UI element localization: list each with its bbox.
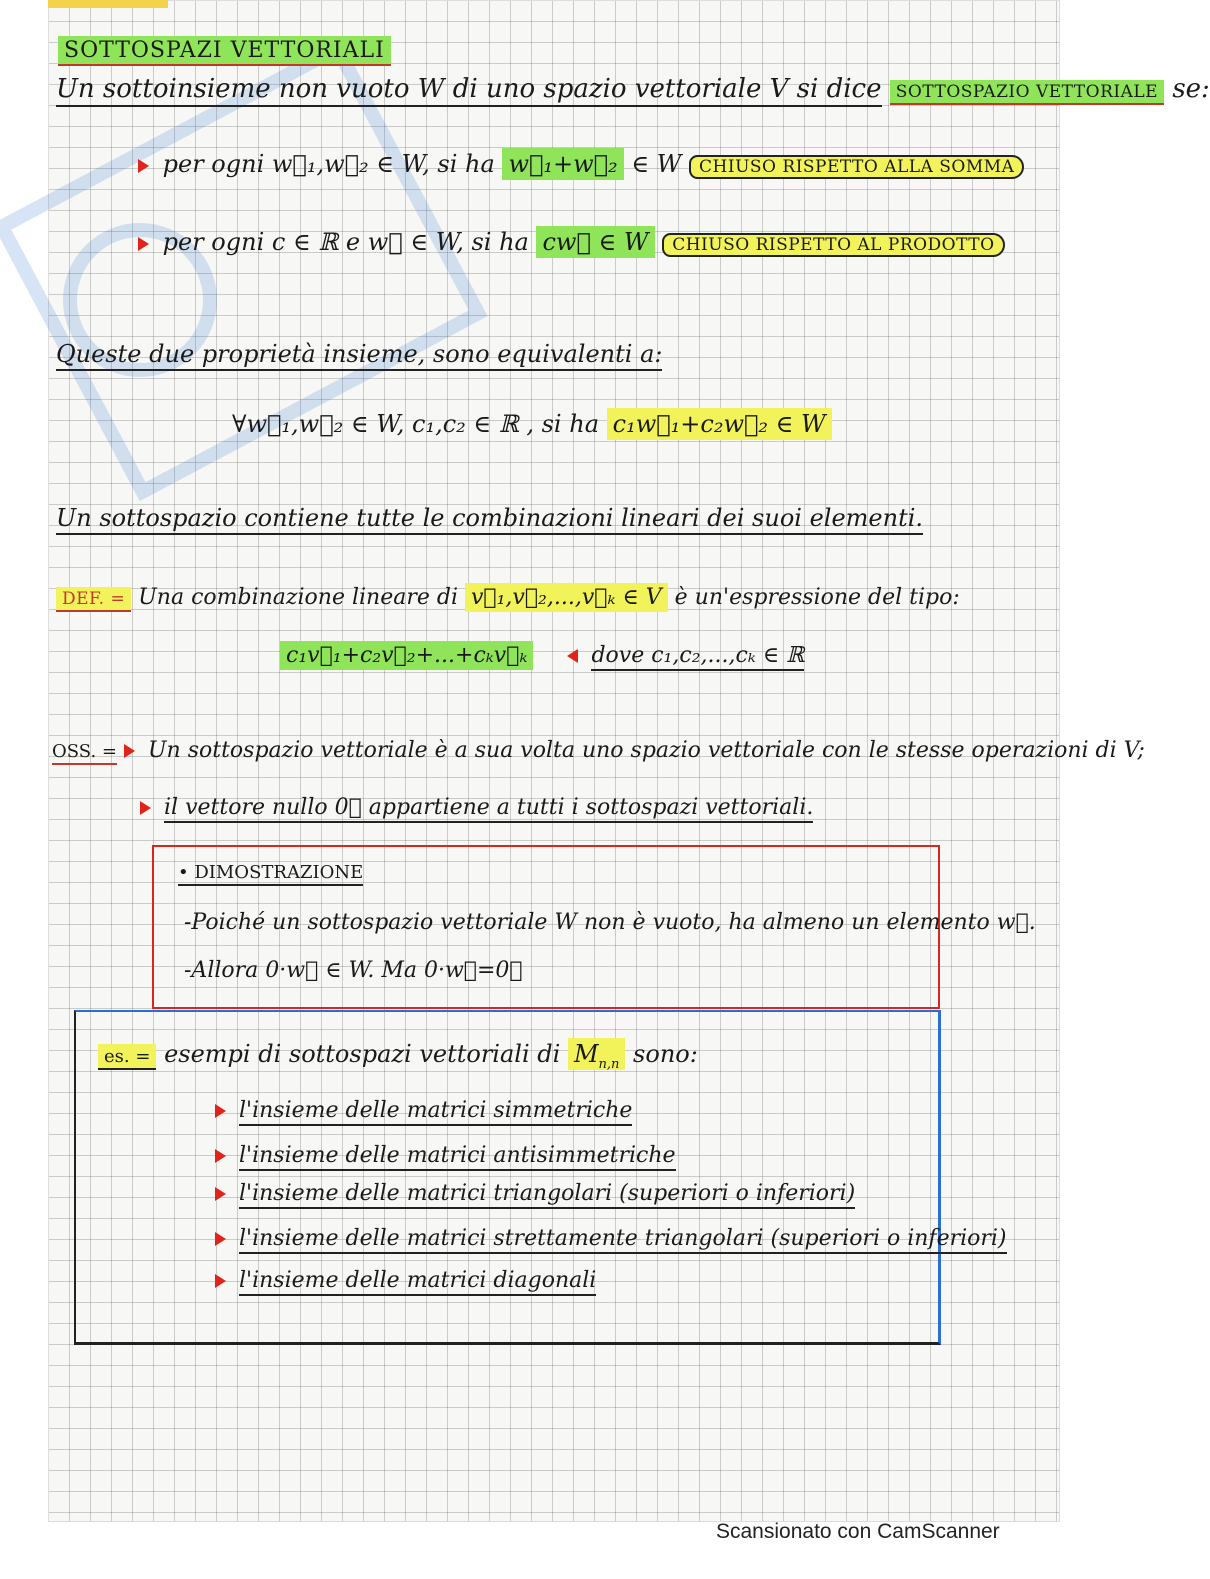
bullet-arrow-icon <box>124 744 135 758</box>
definition-expression: c₁v⃗₁+c₂v⃗₂+...+cₖv⃗ₖ <box>280 641 533 670</box>
proof-title: • DIMOSTRAZIONE <box>178 862 363 883</box>
observation-1: OSS. = Un sottospazio vettoriale è a sua volta uno spazio vettoriale con le stesse operazioni di V; <box>52 738 1145 763</box>
equivalence-text: Queste due proprietà insieme, sono equivalenti a: <box>56 340 662 368</box>
linear-combo-highlight: c₁w⃗₁+c₂w⃗₂ ∈ W <box>607 408 832 440</box>
vectors-highlight: v⃗₁,v⃗₂,...,v⃗ₖ ∈ V <box>465 583 668 612</box>
bullet-arrow-icon <box>215 1104 226 1118</box>
scanner-footer: Scansionato con CamScanner <box>716 1520 1000 1543</box>
examples-heading: es. = esempi di sottospazi vettoriali di $M_{n,n}$ sono: <box>98 1040 698 1072</box>
definition-where: dove c₁,c₂,...,cₖ ∈ ℝ <box>591 643 804 671</box>
example-item: l'insieme delle matrici diagonali <box>215 1268 596 1293</box>
example-item: l'insieme delle matrici simmetriche <box>215 1098 632 1123</box>
intro-tail: se: <box>1172 74 1210 104</box>
closure-note-sum: CHIUSO RISPETTO ALLA SOMMA <box>689 155 1024 179</box>
bullet-arrow-icon <box>140 801 151 815</box>
bullet-arrow-left-icon <box>567 649 578 663</box>
intro-term: SOTTOSPAZIO VETTORIALE <box>890 80 1164 105</box>
subspace-statement: Un sottospazio contiene tutte le combinazioni lineari dei suoi elementi. <box>56 504 923 532</box>
page-title: SOTTOSPAZI VETTORIALI <box>58 38 391 63</box>
product-expression: cw⃗ ∈ W <box>536 226 654 258</box>
example-item: l'insieme delle matrici triangolari (superiori o inferiori) <box>215 1181 855 1206</box>
intro-text: Un sottoinsieme non vuoto W di uno spazio vettoriale V si dice <box>56 74 882 107</box>
bullet-arrow-icon <box>215 1232 226 1246</box>
definition-line: DEF. = Una combinazione lineare di v⃗₁,v⃗₂,...,v⃗ₖ ∈ V è un'espressione del tipo: <box>56 585 960 610</box>
bullet-arrow-icon <box>138 237 149 251</box>
example-item: l'insieme delle matrici antisimmetriche <box>215 1143 676 1168</box>
bullet-arrow-icon <box>215 1274 226 1288</box>
sum-expression: w⃗₁+w⃗₂ <box>502 148 623 180</box>
equivalence-formula: ∀w⃗₁,w⃗₂ ∈ W, c₁,c₂ ∈ ℝ , si ha c₁w⃗₁+c₂w⃗₂ ∈ W <box>232 410 832 438</box>
observation-label: OSS. = <box>52 741 117 765</box>
observation-2: il vettore nullo 0⃗ appartiene a tutti i sottospazi vettoriali. <box>140 795 813 820</box>
condition-product: per ogni c ∈ ℝ e w⃗ ∈ W, si ha cw⃗ ∈ W CHIUSO RISPETTO AL PRODOTTO <box>138 228 1005 256</box>
page-corner-tab <box>48 0 168 8</box>
matrix-space: $M_{n,n}$ <box>568 1038 625 1070</box>
example-item: l'insieme delle matrici strettamente triangolari (superiori o inferiori) <box>215 1226 1007 1251</box>
proof-line-2: -Allora 0·w⃗ ∈ W. Ma 0·w⃗=0⃗ <box>184 958 523 983</box>
proof-line-1: -Poiché un sottospazio vettoriale W non è vuoto, ha almeno un elemento w⃗. <box>184 910 1036 935</box>
bullet-arrow-icon <box>215 1149 226 1163</box>
bullet-arrow-icon <box>215 1187 226 1201</box>
definition-label: DEF. = <box>56 587 131 612</box>
definition-expression-line <box>280 643 804 668</box>
examples-label: es. = <box>98 1044 156 1070</box>
bullet-arrow-icon <box>138 159 149 173</box>
intro-line <box>56 74 1210 104</box>
condition-sum: per ogni w⃗₁,w⃗₂ ∈ W, si ha w⃗₁+w⃗₂ ∈ W CHIUSO RISPETTO ALLA SOMMA <box>138 150 1024 178</box>
closure-note-product: CHIUSO RISPETTO AL PRODOTTO <box>662 233 1004 257</box>
